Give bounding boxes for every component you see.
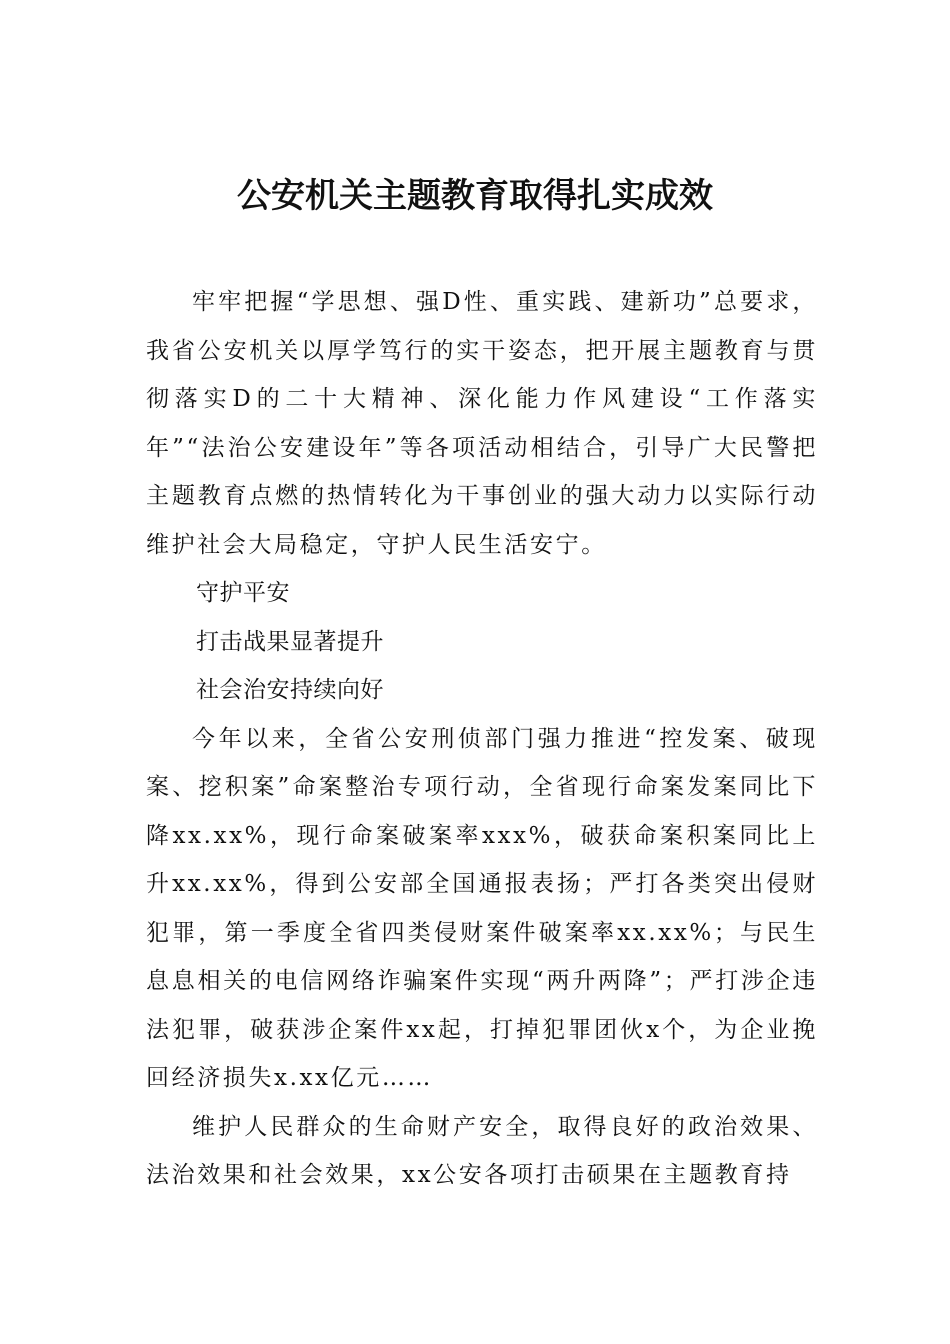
body-paragraph-2: 维护人民群众的生命财产安全，取得良好的政治效果、法治效果和社会效果，xx公安各项打击硕果在主题教育持 [146, 1113, 818, 1188]
document-title: 公安机关主题教育取得扎实成效 [237, 176, 713, 216]
section-heading-3: 社会治安持续向好 [196, 677, 384, 703]
section-heading-1: 守护平安 [196, 580, 290, 606]
document-body [146, 278, 818, 1200]
body-paragraph-1: 今年以来，全省公安刑侦部门强力推进“控发案、破现案、挖积案”命案整治专项行动，全省现行命案发案同比下降xx.xx%，现行命案破案率xxx%，破获命案积案同比上升xx.xx%，得到公安部全国通报表扬；严打各类突出侵财犯罪，第一季度全省四类侵财案件破案率xx.xx%；与民生息息相关的电信网络诈骗案件实现“两升两降”；严打涉企违法犯罪，破获涉企案件xx起，打掉犯罪团伙x个，为企业挽回经济损失x.xx亿元…… [146, 725, 818, 1091]
intro-paragraph: 牢牢把握“学思想、强D性、重实践、建新功”总要求，我省公安机关以厚学笃行的实干姿态，把开展主题教育与贯彻落实D的二十大精神、深化能力作风建设“工作落实年”“法治公安建设年”等各项活动相结合，引导广大民警把主题教育点燃的热情转化为干事创业的强大动力以实际行动维护社会大局稳定，守护人民生活安宁。 [146, 289, 818, 558]
section-heading-2: 打击战果显著提升 [196, 628, 384, 655]
